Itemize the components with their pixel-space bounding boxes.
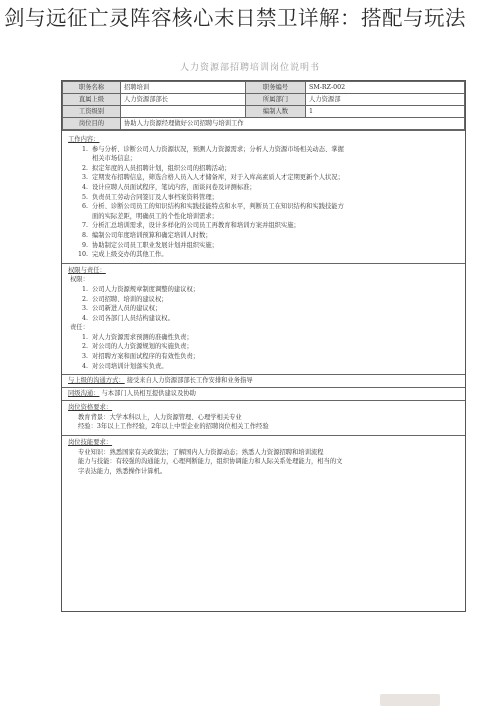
purpose-label: 岗位目的 [63, 118, 121, 130]
list-item-text: 分析汇总培训需求，设计多样化的公司员工再教育和培训方案并组织实施； [92, 222, 300, 230]
list-item-text: 公司各部门人员结构建议权。 [92, 314, 174, 322]
list-item-continuation: 相关市场信息； [92, 155, 137, 163]
list-item-number: 2. [81, 164, 88, 172]
info-row [63, 118, 465, 130]
job-title-value: 招聘培训 [121, 82, 246, 94]
peer-communication-text: 与本部门人员相互提供建议及协助 [101, 390, 196, 398]
list-item-text: 完成上级交办的其他工作。 [92, 251, 168, 259]
list-item-number: 1. [81, 285, 88, 293]
list-item-number: 5. [81, 193, 88, 201]
department-value: 人力资源部 [306, 94, 465, 106]
supervisor-label: 直属上级 [63, 94, 121, 106]
list-item-number: 6. [81, 203, 88, 211]
upward-communication-label: 与上级的沟通方式： [68, 377, 125, 385]
list-item [68, 231, 459, 241]
job-description-sheet [61, 80, 466, 612]
work-content-heading: 工作内容： [68, 136, 100, 143]
authority-list [68, 285, 459, 323]
job-title-label: 职务名称 [63, 82, 121, 94]
list-item [68, 314, 459, 324]
list-item-text: 负责员工劳动合同签订及人事档案资料管理； [92, 193, 218, 201]
work-content-section [62, 130, 465, 263]
qualification-line: 经验：3年以上工作经验，2年以上中型企业的招聘岗位相关工作经验 [78, 423, 269, 431]
list-item-text: 对公司培训计划落实负责。 [92, 362, 168, 370]
list-item-text: 分析、诊断公司员工的知识结构和实践技能特点和水平，判断员工在知识结构和实践技能方 [92, 203, 344, 211]
purpose-value: 协助人力资源经理做好公司招聘与培训工作 [121, 118, 465, 130]
skills-line: 专业知识：熟悉国家有关政策法；了解国内人力资源动态；熟悉人力资源招聘和培训流程 [78, 448, 324, 456]
info-row [63, 94, 465, 106]
qualification-section [62, 400, 465, 435]
list-item-number: 1. [81, 145, 88, 153]
list-item [68, 145, 459, 155]
skills-line: 能力与技能：有较强的沟通能力，心理判断能力，组织协调能力和人际关系处理能力，相当的文 [78, 458, 343, 466]
list-item-text: 编制公司年度培训预算和确定培训人时数； [92, 231, 212, 239]
responsibility-label: 责任： [70, 324, 89, 332]
list-item-text: 参与分析、诊断公司人力资源状况，预测人力资源需求；分析人力资源市场相关动态、掌握 [92, 145, 344, 153]
list-item [68, 250, 459, 260]
list-item-number: 1. [81, 333, 88, 341]
list-item-number: 8. [81, 231, 88, 239]
list-item-text: 协助制定公司员工职业发展计划并组织实施； [92, 241, 218, 249]
info-row [63, 106, 465, 118]
salary-grade-value [121, 106, 246, 118]
upward-communication-row [62, 374, 465, 387]
list-item [68, 202, 459, 212]
list-item [68, 173, 459, 183]
job-info-table [62, 81, 465, 130]
list-item-text: 拟定年度的人员招聘计划，组织公司的招聘活动； [92, 164, 231, 172]
job-code-label: 职务编号 [246, 82, 306, 94]
department-label: 所属部门 [246, 94, 306, 106]
upward-communication-text: 接受来自人力资源部部长工作安排和业务指导 [126, 377, 253, 385]
work-content-list [68, 145, 459, 260]
list-item [68, 164, 459, 174]
list-item [68, 285, 459, 295]
supervisor-value: 人力资源部部长 [121, 94, 246, 106]
list-item-number: 7. [81, 222, 88, 230]
list-item [68, 352, 459, 362]
info-row [63, 82, 465, 94]
list-item [68, 193, 459, 203]
article-headline: 剑与远征亡灵阵容核心末日禁卫详解：搭配与玩法 [4, 6, 466, 30]
list-item [68, 342, 459, 352]
salary-grade-label: 工资级别 [63, 106, 121, 118]
list-item-number: 2. [81, 343, 88, 351]
rights-section [62, 263, 465, 375]
list-item [68, 221, 459, 231]
skills-line: 字表达能力，熟悉操作计算机。 [78, 467, 167, 475]
list-item-number: 3. [81, 353, 88, 361]
list-item [68, 295, 459, 305]
list-item-text: 对人力资源需求预测的准确性负责； [92, 333, 193, 341]
responsibility-list [68, 333, 459, 371]
list-item-number: 3. [81, 174, 88, 182]
list-item-number: 4. [81, 362, 88, 370]
list-item [68, 241, 459, 251]
skills-section [62, 435, 465, 479]
document-title: 人力资源部招聘培训岗位说明书 [179, 63, 320, 73]
list-item [68, 304, 459, 314]
list-item-text: 公司人力资源规章制度调整的建议权； [92, 285, 200, 293]
list-item-number: 2. [81, 295, 88, 303]
headcount-label: 编制人数 [246, 106, 306, 118]
peer-communication-row [62, 387, 465, 400]
qualification-heading: 岗位资格要求： [68, 404, 113, 412]
qualification-line: 教育背景：大学本科以上，人力资源管理、心理学相关专业 [78, 413, 242, 421]
list-item [68, 333, 459, 343]
skills-heading: 岗位技能要求： [68, 439, 113, 447]
peer-communication-label: 同级沟通： [68, 390, 100, 398]
list-item-number: 9. [81, 241, 88, 249]
list-item-text: 定期发布招聘信息，筛选合格人员入人才储备库，对于入库高素质人才定期更新个人状况； [92, 174, 344, 182]
list-item-text: 对公司的人力资源规划的实施负责； [92, 343, 193, 351]
watermark-logo-icon [380, 694, 440, 706]
headcount-value: 1 [306, 106, 465, 118]
list-item-text: 设计应聘人员面试程序，笔试内容，面谈问卷及评测标准； [92, 183, 256, 191]
list-item-number: 10. [77, 251, 88, 259]
list-item [68, 362, 459, 372]
list-item-number: 3. [81, 305, 88, 313]
list-item-text: 公司招聘、培训的建议权； [92, 295, 168, 303]
list-item-number: 4. [81, 183, 88, 191]
job-code-value: SM-RZ-002 [306, 82, 465, 94]
list-item-text: 公司新进人员的建议权； [92, 305, 162, 313]
authority-label: 权限： [70, 276, 89, 284]
list-item-continuation: 面的实际差距，明确员工的个性化培训需求； [92, 212, 218, 220]
list-item [68, 183, 459, 193]
rights-heading: 权限与责任： [68, 266, 106, 274]
list-item-number: 4. [81, 314, 88, 322]
list-item-text: 对招聘方案和面试程序的有效性负责； [92, 353, 200, 361]
